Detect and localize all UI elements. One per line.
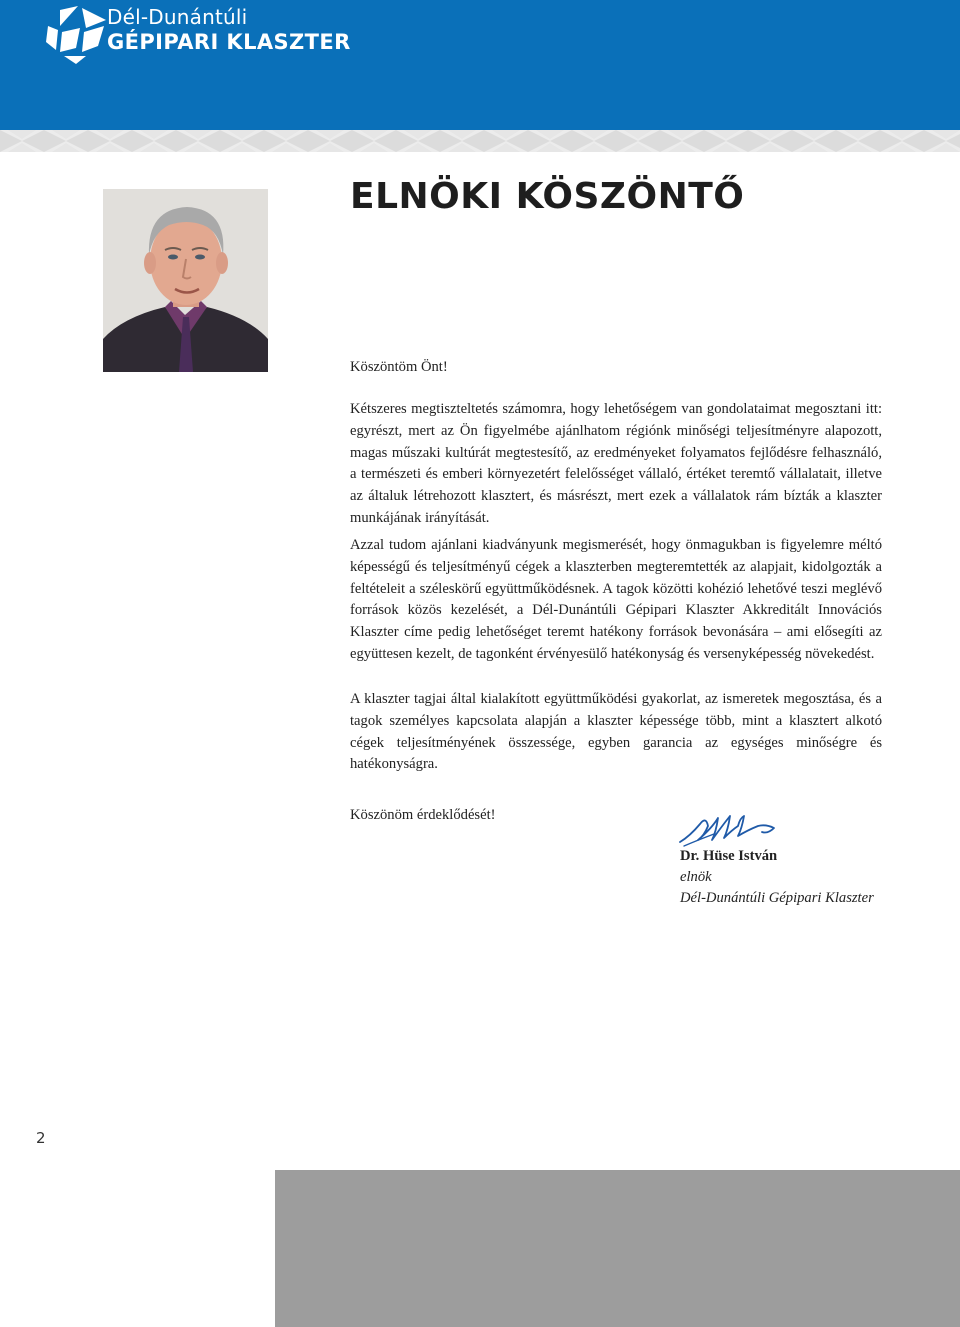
header-pattern-strip xyxy=(0,130,960,152)
page-number: 2 xyxy=(36,1129,46,1147)
brand-line-1: Dél-Dunántúli xyxy=(107,5,248,29)
handwritten-signature xyxy=(678,806,778,852)
header-band xyxy=(0,0,960,130)
signatory-organization: Dél-Dunántúli Gépipari Klaszter xyxy=(680,890,874,906)
paragraph-3-text: A klaszter tagjai által kialakított együttműködési gyakorlat, az ismeretek megosztása, és a tagok személyes kapcsolata alapján a klaszter képessége több, mint a klasztert alkotó cégek teljesítményének összessége, egyben garancia az egységes minőségre és hatékonyságra. xyxy=(350,691,882,773)
signatory-role: elnök xyxy=(680,869,712,885)
letter-paragraph xyxy=(350,399,882,530)
letter-closing xyxy=(350,805,882,827)
letter-paragraph xyxy=(350,535,882,666)
cluster-logo-icon xyxy=(46,6,108,64)
paragraph-2-text: Azzal tudom ajánlani kiadványunk megismerését, hogy önmagukban is figyelemre méltó képességű és teljesítményű cégek a klaszterben megteremtették az alapjait, kidolgozták a feltételeit a széleskörű együttműködésnek. A tagok közötti kohézió lehetővé teszi meglévő források közös kezelését, a Dél-Dunántúli Gépipari Klaszter Akkreditált Innovációs Klaszter címe pedig lehetőséget teremt hatékony források bevonására – ami elősegíti az együttesen kezelt, de tagonként érvényesülő hatékonyság és versenyképesség növekedést. xyxy=(350,537,882,662)
page-title: ELNÖKI KÖSZÖNTŐ xyxy=(350,176,745,217)
portrait-photo xyxy=(103,189,268,372)
paragraph-1-text: Kétszeres megtiszteltetés számomra, hogy lehetőségem van gondolataimat megosztani itt: egyrészt, mert az Ön figyelmébe ajánlhatom régiónk minőségi teljesítményre alapozott, magas műszaki kultúrát megtestesítő, az eredményeket folyamatos fejlődésre felhasználó, a természeti és emberi környezetért felelősséget vállaló, értéket teremtő vállalatait, illetve az általuk létrehozott klasztert, és másrészt, mert ezek a vállalatok rám bízták a klaszter munkájának irányítását. xyxy=(350,401,882,526)
letter-paragraph xyxy=(350,689,882,776)
closing-text: Köszönöm érdeklődését! xyxy=(350,807,496,823)
signatory-name: Dr. Hüse István xyxy=(680,848,778,864)
brand-line-2: GÉPIPARI KLASZTER xyxy=(107,30,351,54)
greeting-text: Köszöntöm Önt! xyxy=(350,359,448,375)
footer-gray-block xyxy=(275,1170,960,1327)
letter-greeting xyxy=(350,357,882,379)
